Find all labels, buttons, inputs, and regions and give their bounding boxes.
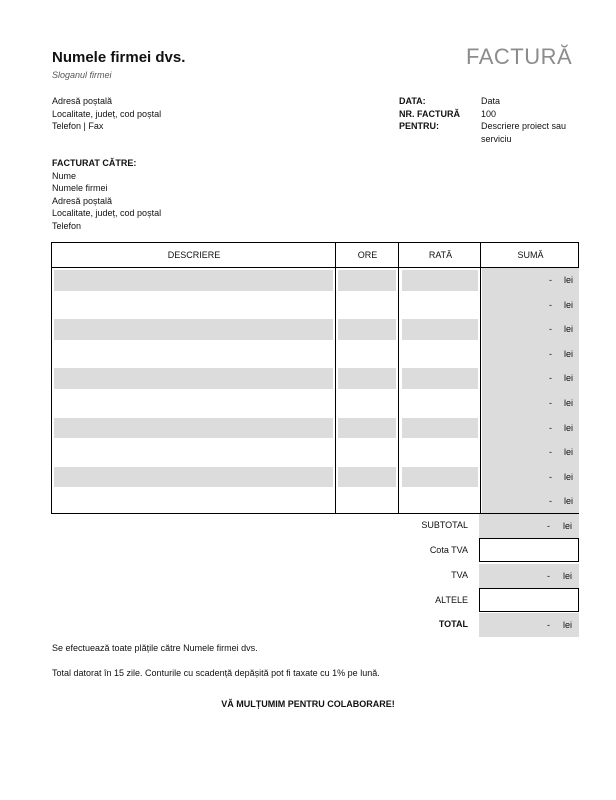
column-divider bbox=[335, 243, 336, 513]
bill-to-name: Nume bbox=[52, 170, 77, 181]
bill-to-block bbox=[52, 157, 161, 232]
vat-rate-box bbox=[479, 538, 579, 562]
table-row bbox=[52, 293, 578, 318]
vat-amount: - bbox=[547, 571, 550, 581]
row-shading bbox=[402, 319, 478, 340]
row-currency: lei bbox=[564, 348, 574, 359]
table-row bbox=[52, 366, 578, 391]
row-amount: - bbox=[549, 496, 552, 507]
row-amount: - bbox=[549, 422, 552, 433]
row-shading bbox=[338, 418, 396, 439]
total-currency: lei bbox=[563, 620, 573, 630]
meta-for-value: Descriere proiect sau serviciu bbox=[481, 121, 567, 144]
subtotal-amount: - bbox=[547, 521, 550, 531]
row-currency: lei bbox=[564, 299, 574, 310]
row-amount: - bbox=[549, 373, 552, 384]
row-shading bbox=[402, 368, 478, 389]
bill-to-phone: Telefon bbox=[52, 220, 82, 231]
meta-invoice-no-row bbox=[399, 108, 579, 121]
header-hours: ORE bbox=[357, 250, 378, 260]
total-amount: - bbox=[547, 620, 550, 630]
row-shading bbox=[54, 418, 333, 439]
sender-address: Adresă poștală bbox=[52, 96, 113, 106]
subtotal-box bbox=[479, 514, 579, 538]
row-shading bbox=[54, 368, 333, 389]
row-currency: lei bbox=[564, 447, 574, 458]
table-row bbox=[52, 391, 578, 416]
meta-date-value: Data bbox=[481, 96, 501, 106]
row-amount: - bbox=[549, 397, 552, 408]
row-currency: lei bbox=[564, 471, 574, 482]
table-row bbox=[52, 416, 578, 441]
invoice-meta bbox=[399, 95, 579, 145]
bill-to-company: Numele firmei bbox=[52, 183, 108, 193]
table-row bbox=[52, 317, 578, 342]
bill-to-city: Localitate, județ, cod poștal bbox=[52, 208, 162, 218]
row-shading bbox=[54, 467, 333, 488]
table-row bbox=[52, 440, 578, 465]
document-title: FACTURĂ bbox=[466, 44, 573, 69]
row-amount: - bbox=[549, 447, 552, 458]
other-label: ALTELE bbox=[435, 595, 468, 605]
meta-invoice-no-label: NR. FACTURĂ bbox=[399, 108, 460, 119]
meta-date-row bbox=[399, 95, 579, 108]
table-row bbox=[52, 342, 578, 367]
sender-phone-fax: Telefon | Fax bbox=[52, 121, 104, 131]
meta-for-row bbox=[399, 120, 579, 145]
header-amount: SUMĂ bbox=[517, 250, 544, 260]
other-box bbox=[479, 588, 579, 612]
row-shading bbox=[338, 368, 396, 389]
row-shading bbox=[402, 467, 478, 488]
column-divider bbox=[398, 243, 399, 513]
total-box bbox=[479, 613, 579, 637]
row-shading bbox=[402, 270, 478, 291]
row-currency: lei bbox=[564, 324, 574, 335]
subtotal-currency: lei bbox=[563, 521, 573, 531]
row-amount: - bbox=[549, 299, 552, 310]
row-amount: - bbox=[549, 324, 552, 335]
table-body bbox=[52, 268, 578, 514]
company-name: Numele firmei dvs. bbox=[52, 49, 186, 66]
row-shading bbox=[338, 270, 396, 291]
row-currency: lei bbox=[564, 496, 574, 507]
vat-rate-label: Cota TVA bbox=[429, 545, 468, 555]
row-shading bbox=[54, 319, 333, 340]
header-description: DESCRIERE bbox=[167, 250, 221, 260]
items-table bbox=[51, 242, 579, 514]
bill-to-address: Adresă poștală bbox=[52, 195, 113, 206]
row-shading bbox=[402, 418, 478, 439]
row-amount: - bbox=[549, 471, 552, 482]
table-row bbox=[52, 489, 578, 514]
table-row bbox=[52, 465, 578, 490]
meta-for-label: PENTRU: bbox=[399, 121, 439, 131]
row-currency: lei bbox=[564, 422, 574, 433]
column-divider bbox=[480, 243, 481, 513]
sender-block bbox=[52, 95, 161, 133]
row-shading bbox=[54, 270, 333, 291]
vat-currency: lei bbox=[563, 571, 573, 581]
subtotal-label: SUBTOTAL bbox=[421, 520, 468, 530]
company-slogan: Sloganul firmei bbox=[52, 70, 112, 80]
total-label: TOTAL bbox=[438, 619, 468, 629]
row-currency: lei bbox=[564, 275, 574, 285]
payment-note: Se efectuează toate plățile către Numele firmei dvs. bbox=[52, 643, 258, 653]
meta-invoice-no-value: 100 bbox=[481, 108, 497, 119]
vat-box bbox=[479, 564, 579, 588]
row-shading bbox=[338, 319, 396, 340]
table-row bbox=[52, 268, 578, 293]
row-amount: - bbox=[549, 275, 552, 285]
terms-note: Total datorat în 15 zile. Conturile cu scadență depășită pot fi taxate cu 1% pe lună. bbox=[52, 668, 380, 678]
thank-you-note: VĂ MULȚUMIM PENTRU COLABORARE! bbox=[221, 699, 395, 709]
row-shading bbox=[338, 467, 396, 488]
sender-city: Localitate, județ, cod poștal bbox=[52, 108, 162, 119]
row-currency: lei bbox=[564, 373, 574, 384]
row-currency: lei bbox=[564, 397, 574, 408]
bill-to-heading: FACTURAT CĂTRE: bbox=[52, 158, 137, 168]
meta-date-label: DATA: bbox=[399, 96, 426, 106]
vat-label: TVA bbox=[451, 570, 468, 580]
row-amount: - bbox=[549, 348, 552, 359]
table-header bbox=[52, 243, 578, 268]
header-rate: RATĂ bbox=[428, 250, 453, 260]
